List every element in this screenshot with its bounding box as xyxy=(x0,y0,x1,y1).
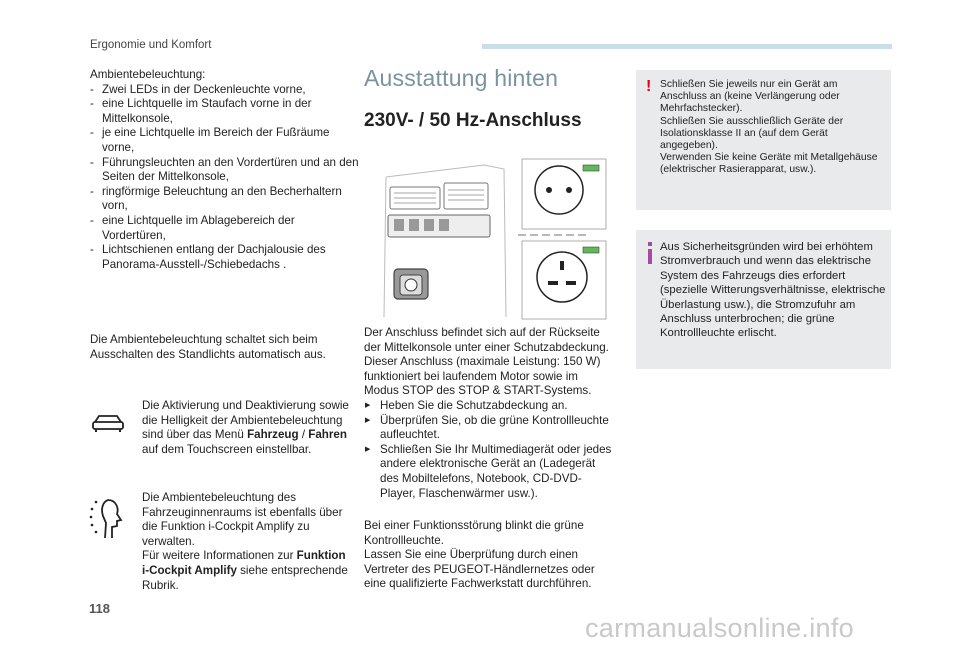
fault-blink-text: Bei einer Funktionsstörung blinkt die grüne Kontrollleuchte. xyxy=(364,519,584,547)
ambient-menu-post: auf dem Touchscreen einstellbar. xyxy=(142,442,312,456)
car-icon xyxy=(91,413,125,438)
i-cockpit-more-pre: Für weitere Informationen zur xyxy=(142,549,297,563)
section-title: Ausstattung hinten xyxy=(364,65,559,91)
list-item: - Zwei LEDs in der Deckenleuchte vorne, xyxy=(90,83,360,98)
list-item: - je eine Lichtquelle im Bereich der Fußräume vorne, xyxy=(90,126,360,155)
list-item: - eine Lichtquelle im Staufach vorne in der Mittelkonsole, xyxy=(90,97,360,126)
socket-location-text: Der Anschluss befindet sich auf der Rückseite der Mittelkonsole unter einer Schutzabdeckung. xyxy=(364,326,609,354)
warning-icon: ! xyxy=(646,78,652,95)
warning-line: Verwenden Sie keine Geräte mit Metallgehäuse (elektrischer Rasierapparat, usw.). xyxy=(660,152,878,176)
list-item: - Lichtschienen entlang der Dachjalousie des Panorama-Ausstell-/Schiebedachs . xyxy=(90,243,360,272)
ambient-intro xyxy=(90,68,360,272)
page-number: 118 xyxy=(89,601,110,616)
info-icon xyxy=(648,242,652,264)
warning-box xyxy=(636,70,891,210)
i-cockpit-more-post: siehe entsprechende Rubrik. xyxy=(142,563,348,592)
header-bar xyxy=(482,44,892,49)
ambient-intro-title: Ambientebeleuchtung: xyxy=(90,68,206,81)
i-cockpit-function-label: Funktion i-Cockpit Amplify xyxy=(142,549,346,577)
list-item: ▶ Heben Sie die Schutzabdeckung an. xyxy=(364,399,612,414)
ambient-menu-text xyxy=(142,399,352,457)
i-cockpit-more-info xyxy=(142,549,352,593)
socket-fault-text xyxy=(364,519,612,592)
ambient-menu-pre: Die Aktivierung und Deaktivierung sowie die Helligkeit der Ambientebeleuchtung sind über das Menü xyxy=(142,399,349,442)
list-item: ▶ Überprüfen Sie, ob die grüne Kontrollleuchte aufleuchtet. xyxy=(364,414,612,443)
section-header: Ergonomie und Komfort xyxy=(90,39,212,51)
ambient-auto-off-text: Die Ambientebeleuchtung schaltet sich beim Ausschalten des Standlichts automatisch aus. xyxy=(90,333,326,361)
fault-service-text: Lassen Sie eine Überprüfung durch einen Vertreter des PEUGEOT-Händlernetzes oder eine qualifizierte Fachwerkstatt durchführen. xyxy=(364,548,595,591)
warning-text xyxy=(660,79,886,177)
list-item: - Führungsleuchten an den Vordertüren und an den Seiten der Mittelkonsole, xyxy=(90,156,360,185)
menu-separator: / xyxy=(298,428,309,442)
watermark: carmanualsonline.info xyxy=(585,613,854,643)
subsection-title: 230V- / 50 Hz-Anschluss xyxy=(364,110,582,131)
socket-power-text: Dieser Anschluss (maximale Leistung: 150 W) funktioniert bei laufendem Motor sowie im Modus STOP des STOP & START-Systems. xyxy=(364,355,601,398)
list-item: - eine Lichtquelle im Ablagebereich der Vordertüren, xyxy=(90,214,360,243)
info-box xyxy=(636,230,891,369)
menu-driving-label: Fahren xyxy=(308,428,347,442)
warning-line: Schließen Sie jeweils nur ein Gerät am Anschluss an (keine Verlängerung oder Mehrfachstecker). xyxy=(660,79,840,115)
list-item: - ringförmige Beleuchtung an den Becherhaltern vorn, xyxy=(90,185,360,214)
i-cockpit-para: Die Ambientebeleuchtung des Fahrzeuginnenraums ist ebenfalls über die Funktion i-Cockpit Amplify zu verwalten. xyxy=(142,491,343,548)
i-cockpit-text xyxy=(142,491,352,593)
ambient-list xyxy=(90,83,360,273)
warning-line: Schließen Sie ausschließlich Geräte der Isolationsklasse II an (auf dem Gerät angegeben). xyxy=(660,115,844,152)
list-item: ▶ Schließen Sie Ihr Multimediagerät oder jedes andere elektronische Gerät an (Ladegerät des Mobiltelefons, Notebook, CD-DVD-Player, Flaschenwärmer usw.). xyxy=(364,443,612,501)
socket-illustration xyxy=(364,157,609,322)
menu-vehicle-label: Fahrzeug xyxy=(247,428,299,442)
i-cockpit-amplify-icon xyxy=(88,496,126,547)
socket-description xyxy=(364,326,612,501)
socket-steps xyxy=(364,399,612,501)
info-text: Aus Sicherheitsgründen wird bei erhöhtem Stromverbrauch und wenn das elektrische System des Fahrzeugs dies erfordert (spezielle Witterungsverhältnisse, elektrische Überlastung usw.), die Stromzufuhr am Anschluss unterbrochen; die grüne Kontrollleuchte erlischt. xyxy=(660,241,886,340)
